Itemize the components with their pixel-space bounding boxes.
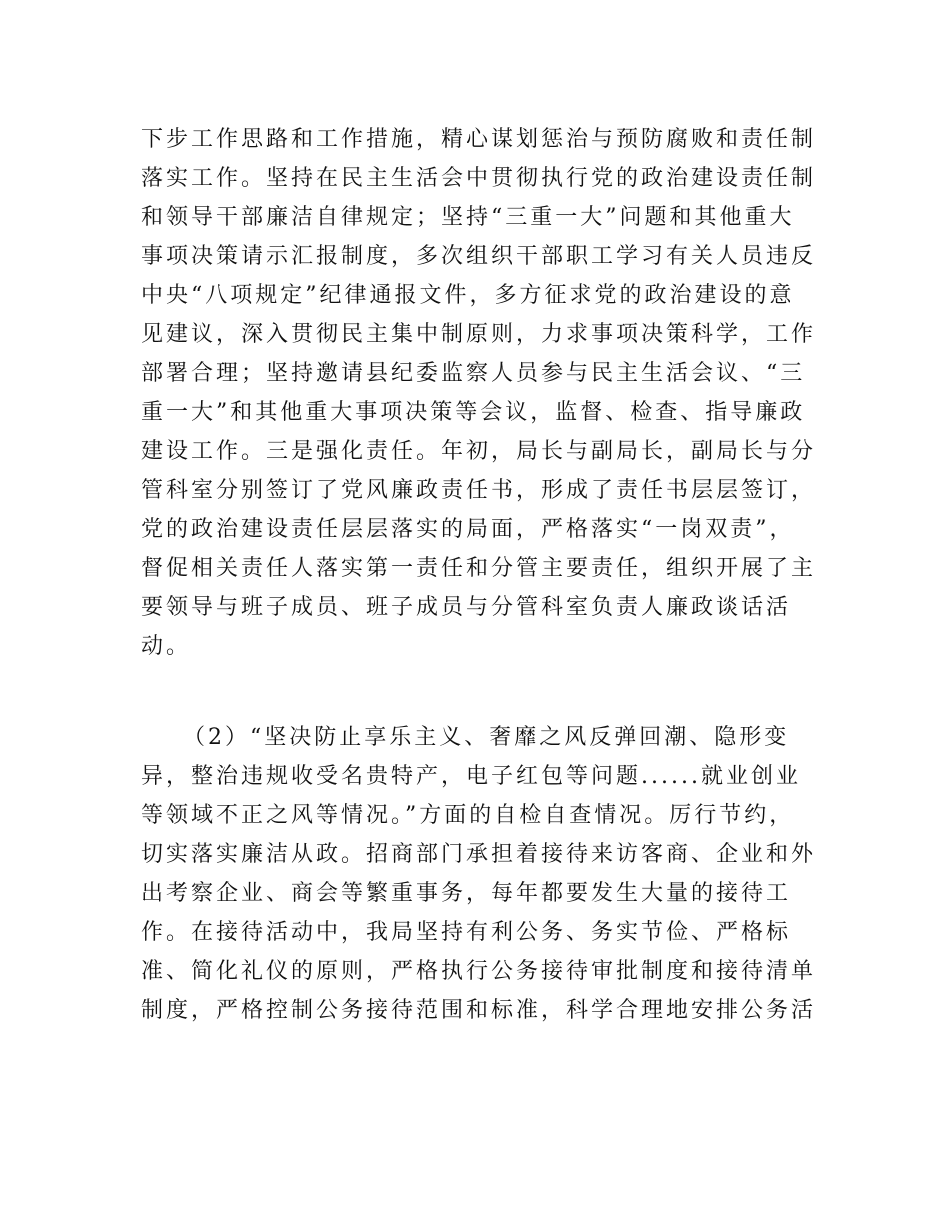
- text-line: 落实工作。坚持在民主生活会中贯彻执行党的政治建设责任制: [141, 166, 817, 191]
- text-line: 管科室分别签订了党风廉政责任书，形成了责任书层层签订，: [141, 478, 817, 503]
- text-line: 准、简化礼仪的原则，严格执行公务接待审批制度和接待清单: [141, 959, 817, 984]
- text-line: （2）“坚决防止享乐主义、奢靡之风反弹回潮、隐形变: [183, 725, 790, 750]
- text-line: 督促相关责任人落实第一责任和分管主要责任，组织开展了主: [141, 556, 817, 581]
- text-line: 等领域不正之风等情况。”方面的自检自查情况。厉行节约，: [141, 803, 795, 828]
- text-line: 切实落实廉洁从政。招商部门承担着接待来访客商、企业和外: [141, 842, 817, 867]
- text-line: 动。: [141, 634, 192, 659]
- text-line: 制度，严格控制公务接待范围和标准，科学合理地安排公务活: [141, 998, 817, 1023]
- text-line: 和领导干部廉洁自律规定；坚持“三重一大”问题和其他重大: [141, 205, 795, 230]
- paragraph-2: [141, 718, 821, 1030]
- text-line: 事项决策请示汇报制度，多次组织干部职工学习有关人员违反: [141, 244, 817, 269]
- text-line: 出考察企业、商会等繁重事务，每年都要发生大量的接待工: [141, 881, 792, 906]
- text-line: 重一大”和其他重大事项决策等会议，监督、检查、指导廉政: [141, 400, 806, 425]
- text-line: 下步工作思路和工作措施，精心谋划惩治与预防腐败和责任制: [141, 127, 817, 152]
- paragraph-1: [141, 120, 821, 666]
- text-line: 部署合理；坚持邀请县纪委监察人员参与民主生活会议、“三: [141, 361, 806, 386]
- text-line: 作。在接待活动中，我局坚持有利公务、务实节俭、严格标: [141, 920, 792, 945]
- text-line: 要领导与班子成员、班子成员与分管科室负责人廉政谈话活: [141, 595, 792, 620]
- text-line: 中央“八项规定”纪律通报文件，多方征求党的政治建设的意: [141, 283, 795, 308]
- text-line: 党的政治建设责任层层落实的局面，严格落实“一岗双责”，: [141, 517, 795, 542]
- text-line: 见建议，深入贯彻民主集中制原则，力求事项决策科学，工作: [141, 322, 817, 347]
- text-line: 建设工作。三是强化责任。年初，局长与副局长，副局长与分: [141, 439, 817, 464]
- text-line: 异，整治违规收受名贵特产，电子红包等问题......就业创业: [141, 764, 801, 789]
